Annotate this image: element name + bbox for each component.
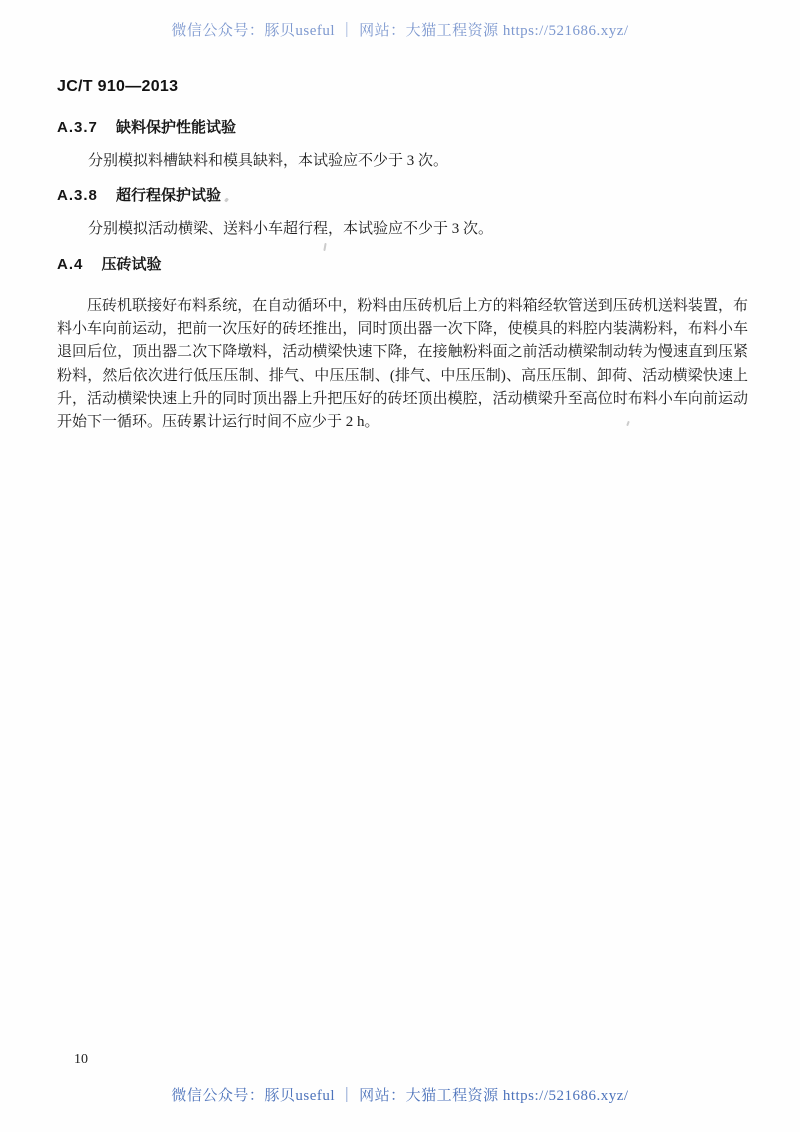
section-body-a3-7: 分别模拟料槽缺料和模具缺料，本试验应不少于 3 次。 [88,153,449,169]
section-title: 超行程保护试验 [116,187,222,204]
section-heading-a3-7 [57,116,236,137]
watermark-footer: 微信公众号：豚贝useful ｜ 网站：大猫工程资源 https://521686.xyz/ [171,1088,629,1104]
section-number: A.4 [57,256,84,273]
watermark-header: 微信公众号：豚贝useful ｜ 网站：大猫工程资源 https://521686.xyz/ [171,23,629,39]
standard-number: JC/T 910—2013 [57,78,179,95]
page-number: 10 [74,1052,88,1067]
section-body-a3-8: 分别模拟活动横梁、送料小车超行程，本试验应不少于 3 次。 [88,221,494,237]
section-number: A.3.8 [57,187,98,204]
section-heading-a3-8 [57,184,221,205]
scan-artifact [224,198,229,203]
section-title: 缺料保护性能试验 [116,119,237,136]
section-heading-a4 [57,253,162,274]
section-title: 压砖试验 [101,256,162,273]
section-number: A.3.7 [57,119,98,136]
scan-artifact [323,243,326,251]
section-body-a4: 压砖机联接好布料系统，在自动循环中，粉料由压砖机后上方的料箱经软管送到压砖机送料装置，布料小车向前运动，把前一次压好的砖坯推出，同时顶出器一次下降，使模具的料腔内装满粉料，布料小车退回后位，顶出器二次下降墩料，活动横梁快速下降，在接触粉料面之前活动横梁制动转为慢速直到压紧粉料，然后依次进行低压压制、排气、中压压制、(排气、中压压制)、高压压制、卸荷、活动横梁快速上升，活动横梁快速上升的同时顶出器上升把压好的砖坯顶出模腔，活动横梁升至高位时布料小车向前运动开始下一循环。压砖累计运行时间不应少于 2 h。 [57,298,748,431]
